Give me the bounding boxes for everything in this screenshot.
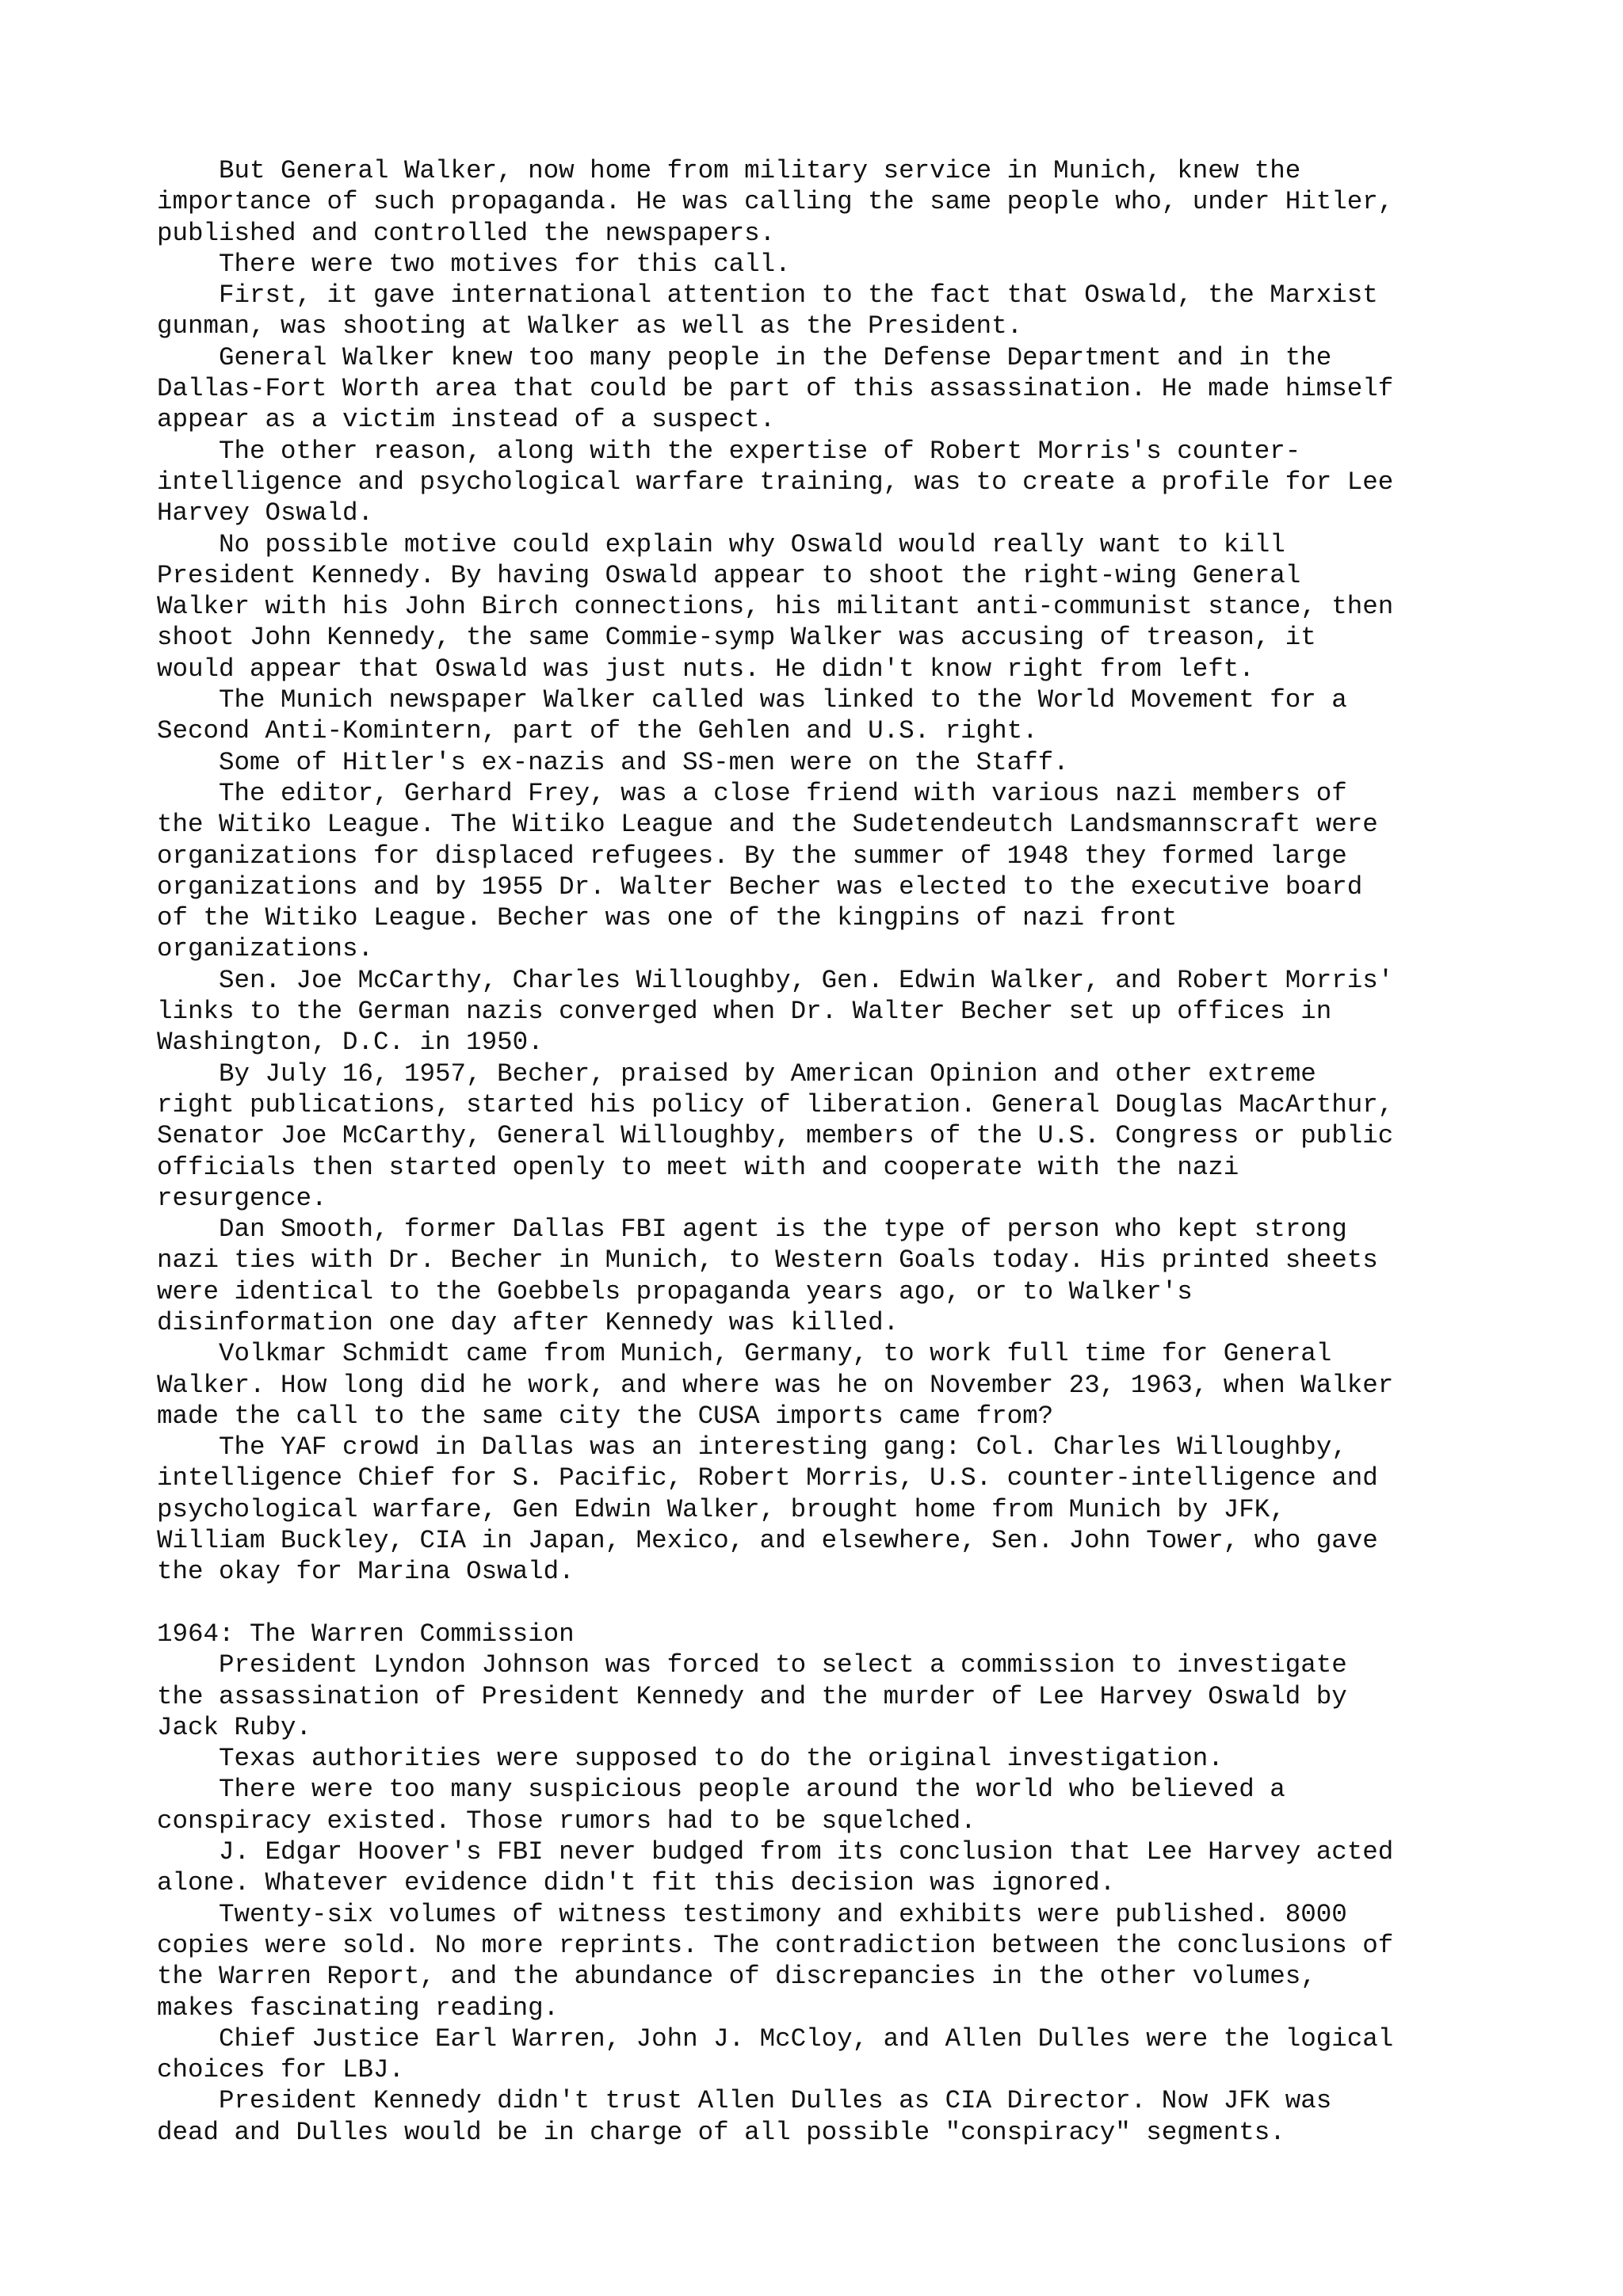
text-line: dead and Dulles would be in charge of all possible "conspiracy" segments. [157,2117,1285,2147]
text-line: alone. Whatever evidence didn't fit this decision was ignored. [157,1868,1116,1898]
text-line: Walker with his John Birch connections, his militant anti-communist stance, then [157,592,1394,622]
text-line: Some of Hitler's ex-nazis and SS-men were on the Staff. [157,747,1069,777]
text-line: intelligence Chief for S. Pacific, Robert Morris, U.S. counter-intelligence and [157,1463,1378,1493]
text-line: psychological warfare, Gen Edwin Walker, brought home from Munich by JFK, [157,1494,1285,1524]
text-line: Chief Justice Earl Warren, John J. McCloy, and Allen Dulles were the logical [157,2023,1394,2054]
text-line: Dallas-Fort Worth area that could be part of this assassination. He made himself [157,374,1394,404]
text-line: links to the German nazis converged when Dr. Walter Becher set up offices in [157,997,1332,1027]
text-line: right publications, started his policy of liberation. General Douglas MacArthur, [157,1089,1394,1119]
text-line: organizations for displaced refugees. By the summer of 1948 they formed large [157,841,1347,871]
text-line: organizations and by 1955 Dr. Walter Becher was elected to the executive board [157,871,1363,902]
text-line: the Witiko League. The Witiko League and the Sudetendeutch Landsmannscraft were [157,810,1378,840]
text-line: Washington, D.C. in 1950. [157,1028,544,1058]
text-line: President Kennedy didn't trust Allen Dulles as CIA Director. Now JFK was [157,2086,1332,2116]
text-line: gunman, was shooting at Walker as well as the President. [157,311,1023,341]
text-line: President Lyndon Johnson was forced to select a commission to investigate [157,1650,1347,1680]
text-line: nazi ties with Dr. Becher in Munich, to Western Goals today. His printed sheets [157,1245,1378,1276]
text-line: of the Witiko League. Becher was one of the kingpins of nazi front [157,903,1178,933]
text-line: Walker. How long did he work, and where was he on November 23, 1963, when Walker [157,1370,1394,1400]
text-line: importance of such propaganda. He was calling the same people who, under Hitler, [157,187,1394,217]
text-line: William Buckley, CIA in Japan, Mexico, and elsewhere, Sen. John Tower, who gave [157,1526,1378,1556]
text-line: published and controlled the newspapers. [157,218,776,248]
text-line [157,1588,1504,1619]
text-line: were identical to the Goebbels propaganda years ago, or to Walker's [157,1276,1193,1306]
text-line: Texas authorities were supposed to do the original investigation. [157,1744,1224,1774]
text-line: No possible motive could explain why Oswald would really want to kill [157,529,1285,559]
text-line: shoot John Kennedy, the same Commie-symp Walker was accusing of treason, it [157,623,1316,653]
text-line: The Munich newspaper Walker called was linked to the World Movement for a [157,685,1347,715]
text-line: disinformation one day after Kennedy was killed. [157,1307,899,1337]
text-line: But General Walker, now home from military service in Munich, knew the [157,156,1301,185]
text-line: copies were sold. No more reprints. The contradiction between the conclusions of [157,1930,1394,1960]
text-line: conspiracy existed. Those rumors had to be squelched. [157,1806,976,1836]
text-line: President Kennedy. By having Oswald appear to shoot the right-wing General [157,560,1301,590]
text-line: J. Edgar Hoover's FBI never budged from its conclusion that Lee Harvey acted [157,1837,1394,1867]
text-line: First, it gave international attention to the fact that Oswald, the Marxist [157,280,1378,311]
text-line: The editor, Gerhard Frey, was a close friend with various nazi members of [157,778,1347,808]
text-line: officials then started openly to meet with and cooperate with the nazi [157,1152,1239,1182]
text-line: Sen. Joe McCarthy, Charles Willoughby, Gen. Edwin Walker, and Robert Morris' [157,965,1394,995]
text-line: There were too many suspicious people around the world who believed a [157,1775,1285,1805]
section-heading: 1964: The Warren Commission [157,1619,575,1649]
text-line: Twenty-six volumes of witness testimony and exhibits were published. 8000 [157,1899,1347,1929]
text-line: By July 16, 1957, Becher, praised by American Opinion and other extreme [157,1058,1316,1089]
text-line: Harvey Oswald. [157,498,374,528]
text-line: choices for LBJ. [157,2055,405,2085]
text-line: Second Anti-Komintern, part of the Gehlen and U.S. right. [157,716,1038,746]
text-line: Dan Smooth, former Dallas FBI agent is the type of person who kept strong [157,1215,1347,1245]
text-line: The YAF crowd in Dallas was an interesting gang: Col. Charles Willoughby, [157,1432,1347,1463]
text-line: made the call to the same city the CUSA imports came from? [157,1401,1054,1431]
text-line: the okay for Marina Oswald. [157,1557,575,1587]
text-line: The other reason, along with the expertise of Robert Morris's counter- [157,436,1301,466]
text-line: General Walker knew too many people in the Defense Department and in the [157,342,1332,372]
text-line: There were two motives for this call. [157,249,791,279]
document-page [157,155,1504,2148]
text-line: appear as a victim instead of a suspect. [157,405,776,435]
text-line: Senator Joe McCarthy, General Willoughby, members of the U.S. Congress or public [157,1121,1394,1151]
text-line: organizations. [157,934,374,964]
text-line: the Warren Report, and the abundance of discrepancies in the other volumes, [157,1962,1316,1992]
text-line: Volkmar Schmidt came from Munich, Germany, to work full time for General [157,1339,1332,1369]
text-line: resurgence. [157,1183,327,1213]
text-line: would appear that Oswald was just nuts. He didn't know right from left. [157,654,1254,684]
text-line: makes fascinating reading. [157,1993,559,2023]
text-line: the assassination of President Kennedy and the murder of Lee Harvey Oswald by [157,1681,1347,1711]
text-line: Jack Ruby. [157,1712,312,1742]
text-line: intelligence and psychological warfare training, was to create a profile for Lee [157,467,1394,497]
